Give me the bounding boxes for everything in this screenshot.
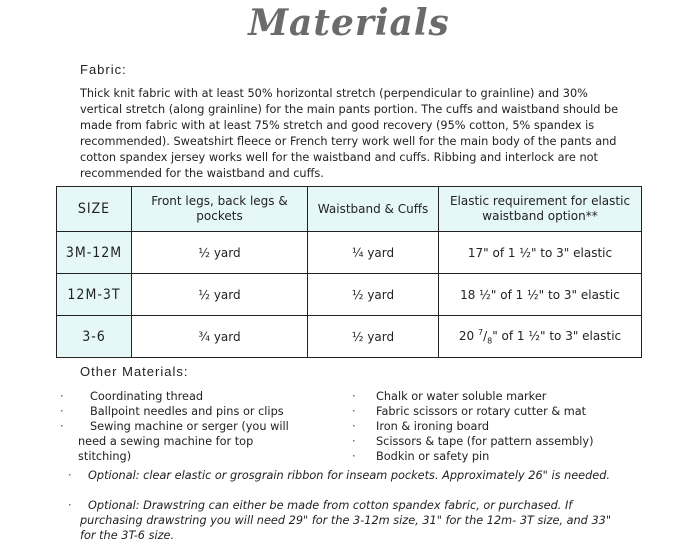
bullet-icon: · (60, 405, 64, 418)
row-legs: ½ yard (132, 274, 308, 316)
table-row (57, 274, 642, 316)
list-item: · Fabric scissors or rotary cutter & mat (352, 405, 587, 418)
other-materials-right-list (352, 389, 642, 464)
table-row (57, 316, 642, 358)
page-title: Materials (248, 2, 450, 44)
list-item: · Ballpoint needles and pins or clips (60, 405, 284, 418)
fabric-description: Thick knit fabric with at least 50% horizontal stretch (perpendicular to grainline) and 30% vertical stretch (along grainline) for the main pants portion. The cuffs and waistband should be made from fabric with at least 75% stretch and good recovery (95% cotton, 5% spandex is recommended). Sweatshirt fleece or French terry work well for the main body of the pants and cotton spandex jersey works well for the waistband and cuffs. Ribbing and interlock are not recommended for the waistband and cuffs. (80, 87, 619, 180)
bullet-icon: · (352, 405, 356, 418)
list-item: · Scissors & tape (for pattern assembly) (352, 435, 594, 448)
bullet-icon: · (60, 390, 64, 403)
note-drawstring: · Optional: Drawstring can either be made from cotton spandex fabric, or purchased. If purchasing drawstring you will need 29" for the 3-12m size, 31" for the 12m- 3T size, and 33" for the 3T-6 size. (80, 498, 620, 543)
note-pockets: · Optional: clear elastic or grosgrain ribbon for inseam pockets. Approximately 26" is needed. (80, 468, 620, 483)
materials-table (56, 186, 642, 358)
row-legs: ¾ yard (132, 316, 308, 358)
header-size: SIZE (57, 187, 132, 232)
header-legs: Front legs, back legs & pockets (132, 187, 308, 232)
row-size: 3-6 (57, 316, 132, 358)
row-elastic: 17" of 1 ½" to 3" elastic (439, 232, 642, 274)
row-size: 3M-12M (57, 232, 132, 274)
bullet-icon: · (60, 420, 64, 433)
list-item: · Chalk or water soluble marker (352, 390, 547, 403)
bullet-icon: · (68, 469, 72, 482)
other-materials-left-list (60, 389, 310, 464)
table-header-row (57, 187, 642, 232)
bullet-icon: · (352, 390, 356, 403)
header-elastic: Elastic requirement for elastic waistband option** (439, 187, 642, 232)
other-materials-heading: Other Materials: (80, 364, 189, 379)
fabric-heading: Fabric: (80, 62, 127, 77)
list-item: · Iron & ironing board (352, 420, 490, 433)
list-item: · Sewing machine or serger (you will need a sewing machine for top stitching) (60, 420, 289, 463)
list-item: · Coordinating thread (60, 390, 204, 403)
bullet-icon: · (352, 450, 356, 463)
bullet-icon: · (352, 435, 356, 448)
row-waistband: ½ yard (308, 316, 439, 358)
row-legs: ½ yard (132, 232, 308, 274)
row-size: 12M-3T (57, 274, 132, 316)
row-elastic: 18 ½" of 1 ½" to 3" elastic (439, 274, 642, 316)
table-row (57, 232, 642, 274)
row-elastic: 20 $^7/_8$" of 1 ½" to 3" elastic (439, 316, 642, 358)
row-waistband: ½ yard (308, 274, 439, 316)
list-item: · Bodkin or safety pin (352, 450, 490, 463)
header-waistband: Waistband & Cuffs (308, 187, 439, 232)
bullet-icon: · (68, 499, 72, 512)
bullet-icon: · (352, 420, 356, 433)
row-waistband: ¼ yard (308, 232, 439, 274)
